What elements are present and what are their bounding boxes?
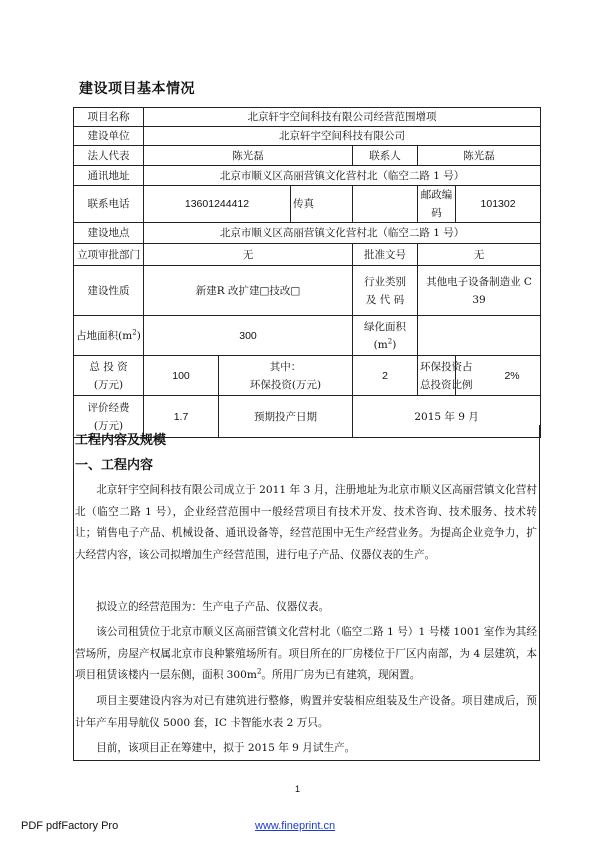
paragraph-1: 北京轩宇空间科技有限公司成立于 2011 年 3 月，注册地址为北京市顺义区高丽营镇文化营村北（临空二路 1 号），企业经营范围中一般经营项目有技术开发、技术咨询、技术服务、技术转让；销售电子产品、机械设备、通讯设备等，经营范围中无生产经营业务。为提高企业竞争力，扩大经营内容，该公司拟增加生产经营范围，进行电子产品、仪器仪表的生产。 xyxy=(75,484,537,561)
contact: 陈光磊 xyxy=(418,146,541,166)
green xyxy=(418,316,541,356)
paragraph-3-main: 该公司租赁位于北京市顺义区高丽营镇文化营村北（临空二路 1 号）1 号楼 1001 室作为其经营场所，房屋产权属北京市良种繁殖场所有。项目所在的厂房楼位于厂区内南部，为 4 层建筑，本项目租赁该楼内一层东侧，面积 300m xyxy=(75,626,537,681)
footer-link[interactable]: www.fineprint.cn xyxy=(255,820,336,832)
legal-rep-label: 法人代表 xyxy=(74,146,144,166)
area-label-text: 占地面积(m xyxy=(76,329,133,342)
invest-label xyxy=(74,356,144,396)
green-label-end: ) xyxy=(392,338,397,351)
page-number: 1 xyxy=(294,784,300,794)
area-label xyxy=(74,316,144,356)
paragraph-4: 项目主要建设内容为对已有建筑进行整修，购置并安装相应组装及生产设备。项目建成后，预计年产车用导航仪 5000 套，IC 卡智能水表 2 万只。 xyxy=(75,695,537,729)
env-invest-label xyxy=(219,356,353,396)
industry-label xyxy=(353,266,418,316)
area: 300 xyxy=(144,316,353,356)
approval-dept: 无 xyxy=(144,244,353,266)
address-label: 通讯地址 xyxy=(74,166,144,186)
footer-brand: PDF pdfFactory Pro xyxy=(21,820,119,832)
green-label-line2 xyxy=(355,336,415,354)
postcode: 101302 xyxy=(456,186,541,223)
start-date-label: 预期投产日期 xyxy=(219,396,353,438)
contact-label: 联系人 xyxy=(353,146,418,166)
invest-label-line2: (万元) xyxy=(93,378,124,391)
approval-no-label: 批准文号 xyxy=(353,244,418,266)
industry: 其他电子设备制造业 C 39 xyxy=(418,266,541,316)
area-label-sup: 2 xyxy=(132,328,137,336)
green-label-line1: 绿化面积 xyxy=(364,320,406,333)
project-info-table xyxy=(73,107,541,438)
paragraph-3-end: 。所用厂房为已有建筑，现闲置。 xyxy=(261,669,421,681)
env-ratio: 2% xyxy=(456,356,541,396)
project-name: 北京轩宇空间科技有限公司经营范围增项 xyxy=(144,108,541,127)
phone-label: 联系电话 xyxy=(74,186,144,223)
site-label: 建设地点 xyxy=(74,223,144,244)
phone: 13601244412 xyxy=(144,186,291,223)
nature-label: 建设性质 xyxy=(74,266,144,316)
industry-label-line2: 及 代 码 xyxy=(365,293,405,306)
address: 北京市顺义区高丽营镇文化营村北（临空二路 1 号） xyxy=(144,166,541,186)
env-ratio-label-line1: 环保投资占 xyxy=(420,360,473,373)
eval-fee-label-line2: (万元) xyxy=(93,419,124,432)
paragraph-3 xyxy=(75,622,537,687)
eval-fee-label-line1: 评价经费 xyxy=(87,401,130,414)
content-heading: 工程内容及规模 xyxy=(75,433,167,448)
postcode-label: 邮政编码 xyxy=(418,186,456,223)
project-name-label: 项目名称 xyxy=(74,108,144,127)
approval-no: 无 xyxy=(418,244,541,266)
env-invest: 2 xyxy=(353,356,418,396)
legal-rep: 陈光磊 xyxy=(144,146,353,166)
site: 北京市顺义区高丽营镇文化营村北（临空二路 1 号） xyxy=(144,223,541,244)
invest: 100 xyxy=(144,356,219,396)
industry-label-line1: 行业类别 xyxy=(364,275,406,288)
paragraph-3-sup: 2 xyxy=(256,667,262,676)
paragraph-2: 拟设立的经营范围为：生产电子产品、仪器仪表。 xyxy=(96,601,330,613)
area-label-end: ) xyxy=(136,329,141,342)
env-ratio-label-line2: 总投资比例 xyxy=(420,378,473,391)
env-invest-label-line1: 其中： xyxy=(269,360,302,373)
invest-label-line1: 总 投 资 xyxy=(89,360,128,373)
approval-dept-label: 立项审批部门 xyxy=(74,244,144,266)
builder-label: 建设单位 xyxy=(74,127,144,146)
green-label xyxy=(353,316,418,356)
green-label-sup: 2 xyxy=(387,337,393,345)
fax xyxy=(353,186,418,223)
env-invest-label-line2: 环保投资(万元) xyxy=(249,378,322,391)
eval-fee: 1.7 xyxy=(144,396,219,438)
builder: 北京轩宇空间科技有限公司 xyxy=(144,127,541,146)
paragraph-5: 目前，该项目正在筹建中，拟于 2015 年 9 月试生产。 xyxy=(96,742,356,754)
fax-label: 传真 xyxy=(291,186,353,223)
content-subheading: 一、工程内容 xyxy=(75,458,154,473)
green-label-unit: (m xyxy=(373,338,388,351)
section-title: 建设项目基本情况 xyxy=(79,81,195,97)
start-date: 2015 年 9 月 xyxy=(353,396,541,438)
nature: 新建R 改扩建□技改□ xyxy=(144,266,353,316)
env-ratio-label xyxy=(418,356,473,396)
